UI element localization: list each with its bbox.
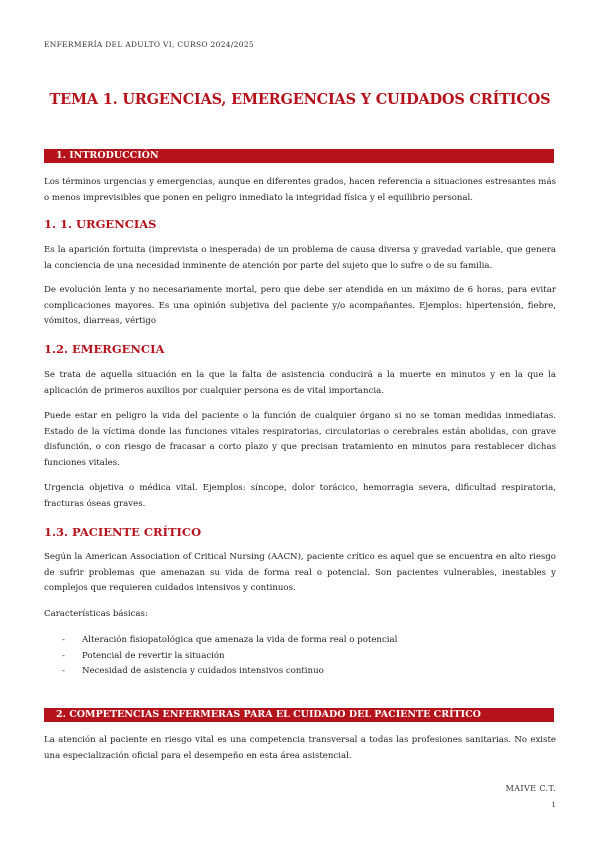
list-item: - Alteración fisiopatológica que amenaza la vida de forma real o potencial bbox=[44, 633, 556, 649]
emergencia-paragraph-1: Se trata de aquella situación en la que la falta de asistencia conducirá a la muerte en minutos y en la que la aplicación de primeros auxilios por cualquier persona es de vital importancia. bbox=[44, 370, 556, 396]
list-item: - Necesidad de asistencia y cuidados intensivos continuo bbox=[44, 664, 556, 680]
page-number: 1 bbox=[551, 801, 556, 809]
bullet-dash: - bbox=[62, 666, 65, 677]
critico-characteristics-list bbox=[44, 633, 556, 680]
intro-paragraph: Los términos urgencias y emergencias, aunque en diferentes grados, hacen referencia a situaciones estresantes más o menos imprevisibles que ponen en peligro inmediato la integridad física y el equilibrio personal. bbox=[44, 177, 556, 203]
section-heading-competencias: 2. COMPETENCIAS ENFERMERAS PARA EL CUIDADO DEL PACIENTE CRÍTICO bbox=[44, 708, 554, 722]
critico-characteristics-label: Características básicas: bbox=[44, 609, 148, 619]
emergencia-paragraph-3: Urgencia objetiva o médica vital. Ejemplos: síncope, dolor torácico, hemorragia severa, dificultad respiratoria, fracturas óseas graves. bbox=[44, 483, 556, 509]
page-header-course: ENFERMERÍA DEL ADULTO VI, CURSO 2024/2025 bbox=[44, 40, 254, 49]
subheading-urgencias: 1. 1. URGENCIAS bbox=[44, 217, 157, 231]
footer-author: MAIVE C.T. bbox=[505, 784, 556, 793]
bullet-dash: - bbox=[62, 635, 65, 645]
section-heading-introduccion: 1. INTRODUCCIÓN bbox=[44, 149, 554, 163]
bullet-dash: - bbox=[62, 650, 65, 661]
emergencia-paragraph-2: Puede estar en peligro la vida del paciente o la función de cualquier órgano si no se toman medidas inmediatas. Estado de la víctima donde las funciones vitales respiratorias, circulatorias o cerebrales están abolidas, con grave disfunción, o con riesgo de fracasar a corto plazo y que precisan tratamiento en minutos para restablecer dichas funciones vitales. bbox=[44, 411, 556, 468]
critico-paragraph-1: Según la American Association of Critical Nursing (AACN), paciente crítico es aquel que se encuentra en alto riesgo de sufrir problemas que amenazan su vida de forma real o potencial. Son pacientes vulnerables, inestables y complejos que requieren cuidados intensivos y continuos. bbox=[44, 552, 556, 594]
urgencias-paragraph-1: Es la aparición fortuita (imprevista o inesperada) de un problema de causa diversa y gravedad variable, que genera la conciencia de una necesidad inminente de atención por parte del sujeto que lo sufre o de su familia. bbox=[44, 245, 556, 271]
subheading-emergencia: 1.2. EMERGENCIA bbox=[44, 342, 165, 356]
list-item: - Potencial de revertir la situación bbox=[44, 649, 556, 665]
urgencias-paragraph-2: De evolución lenta y no necesariamente mortal, pero que debe ser atendida en un máximo de 6 horas, para evitar complicaciones mayores. Es una opinión subjetiva del paciente y/o acompañantes. Ejemplos: hipertensión, fiebre, vómitos, diarreas, vértigo bbox=[44, 285, 556, 327]
competencias-paragraph: La atención al paciente en riesgo vital es una competencia transversal a todas las profesiones sanitarias. No existe una especialización oficial para el desempeño en esta área asistencial. bbox=[44, 735, 556, 761]
document-title: TEMA 1. URGENCIAS, EMERGENCIAS Y CUIDADOS CRÍTICOS bbox=[49, 91, 551, 108]
subheading-paciente-critico: 1.3. PACIENTE CRÍTICO bbox=[44, 525, 202, 539]
